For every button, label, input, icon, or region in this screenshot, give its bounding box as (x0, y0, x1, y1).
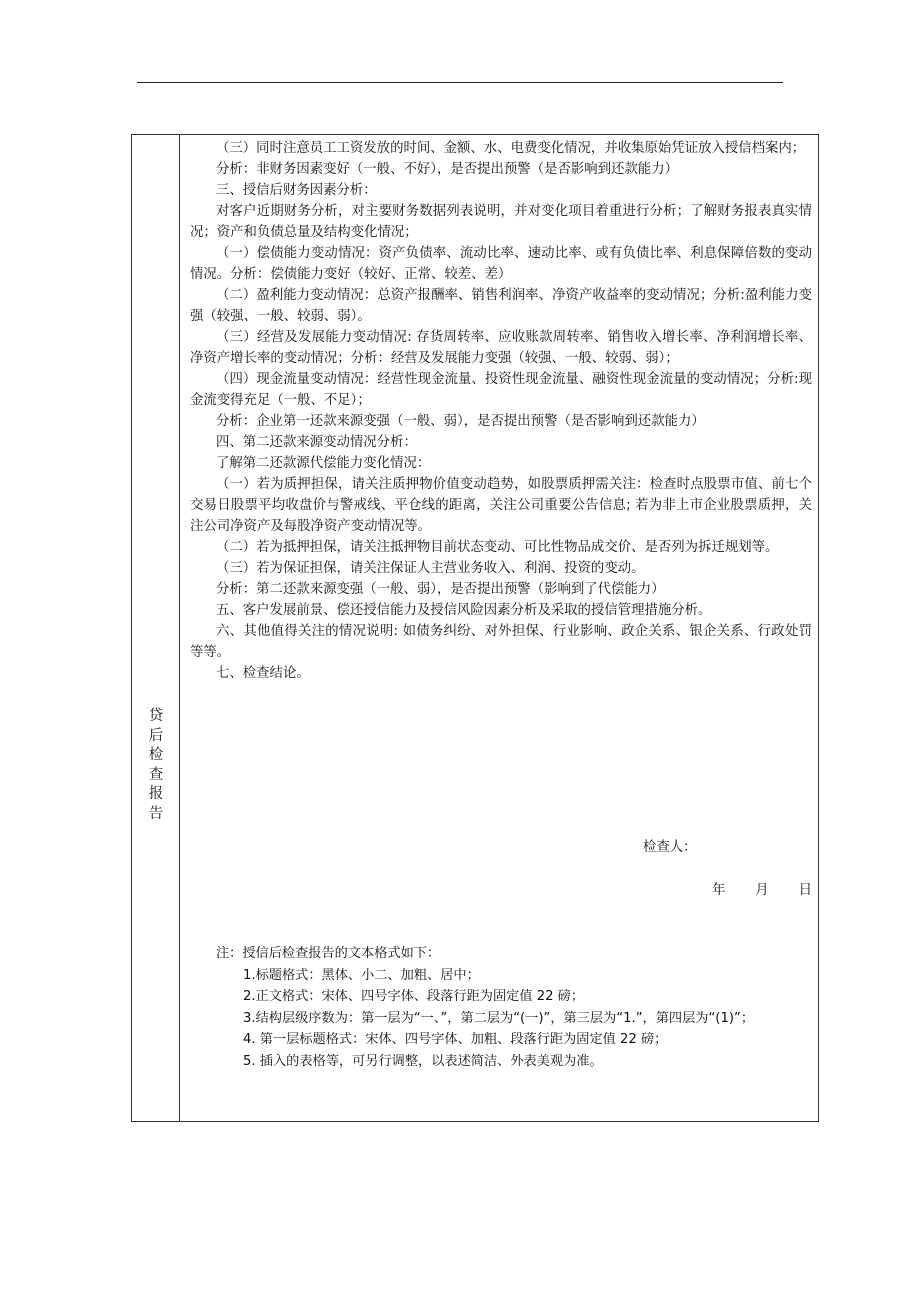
date-month: 月 (755, 883, 769, 898)
section-label: 贷后检查报告 (148, 708, 164, 822)
note-item: 4. 第一层标题格式：宋体、四号字体、加粗、段落行距为固定值 22 磅； (243, 1032, 668, 1047)
date-day: 日 (798, 883, 812, 898)
paragraph: （三）经营及发展能力变动情况: 存货周转率、应收账款周转率、销售收入增长率、净利润增长率、净资产增长率的变动情况；分析：经营及发展能力变强（较强、一般、较弱、弱）； (190, 330, 812, 366)
paragraph: （四）现金流量变动情况：经营性现金流量、投资性现金流量、融资性现金流量的变动情况；分析:现金流变得充足（一般、不足）； (190, 372, 812, 408)
date-year: 年 (712, 883, 726, 898)
paragraph: 了解第二还款源代偿能力变化情况： (216, 456, 431, 471)
format-note (216, 943, 814, 1072)
note-item: 1.标题格式：黑体、小二、加粗、居中； (243, 967, 480, 983)
paragraph: 分析：企业第一还款来源变强（一般、弱），是否提出预警（是否影响到还款能力） (216, 414, 705, 429)
paragraph: 分析：第二还款来源变强（一般、弱），是否提出预警（影响到了代偿能力） (216, 582, 665, 597)
note-item: 2.正文格式：宋体、四号字体、段落行距为固定值 22 磅； (243, 989, 585, 1004)
paragraph: （三）若为保证担保，请关注保证人主营业务收入、利润、投资的变动。 (216, 561, 645, 576)
paragraph: （三）同时注意员工工资发放的时间、金额、水、电费变化情况，并收集原始凭证放入授信档案内； (216, 141, 806, 156)
note-item: 3.结构层级序数为：第一层为“一、”，第二层为“(一)”，第三层为“1.”，第四层为“(1)”； (243, 1010, 755, 1026)
paragraph: 对客户近期财务分析，对主要财务数据列表说明，并对变化项目着重进行分析；了解财务报表真实情况；资产和负债总量及结构变化情况； (190, 204, 812, 240)
signer-label: 检查人： (643, 840, 697, 855)
paragraph: （二）盈利能力变动情况：总资产报酬率、销售利润率、净资产收益率的变动情况；分析:盈利能力变强（较强、一般、较弱、弱）。 (190, 288, 812, 324)
section-label-cell (132, 135, 180, 1121)
paragraph: 分析：非财务因素变好（一般、不好），是否提出预警（是否影响到还款能力） (216, 162, 678, 177)
paragraph: （二）若为抵押担保，请关注抵押物目前状态变动、可比性物品成交价、是否列为拆迁规划等。 (216, 540, 779, 555)
report-content (190, 138, 812, 684)
paragraph: 六、其他值得关注的情况说明: 如债务纠纷、对外担保、行业影响、政企关系、银企关系、行政处罚等等。 (190, 624, 812, 660)
paragraph: 七、检查结论。 (216, 666, 310, 681)
header-rule (137, 82, 783, 83)
paragraph: （一）若为质押担保，请关注质押物价值变动趋势，如股票质押需关注：检查时点股票市值、前七个交易日股票平均收盘价与警戒线、平仓线的距离，关注公司重要公告信息; 若为非上市企业股票质押，关注公司净资产及每股净资产变动情况等。 (190, 477, 812, 534)
paragraph: （一）偿债能力变动情况：资产负债率、流动比率、速动比率、或有负债比率、利息保障倍数的变动情况。分析：偿债能力变好（较好、正常、较差、差） (190, 246, 812, 282)
paragraph: 四、第二还款来源变动情况分析： (216, 435, 417, 450)
paragraph: 三、授信后财务因素分析： (216, 183, 377, 198)
note-item: 5. 插入的表格等，可另行调整，以表述简洁、外表美观为准。 (243, 1053, 603, 1069)
date-line (712, 879, 812, 898)
note-title: 注：授信后检查报告的文本格式如下： (216, 946, 441, 961)
paragraph: 五、客户发展前景、偿还授信能力及授信风险因素分析及采取的授信管理措施分析。 (216, 603, 712, 618)
